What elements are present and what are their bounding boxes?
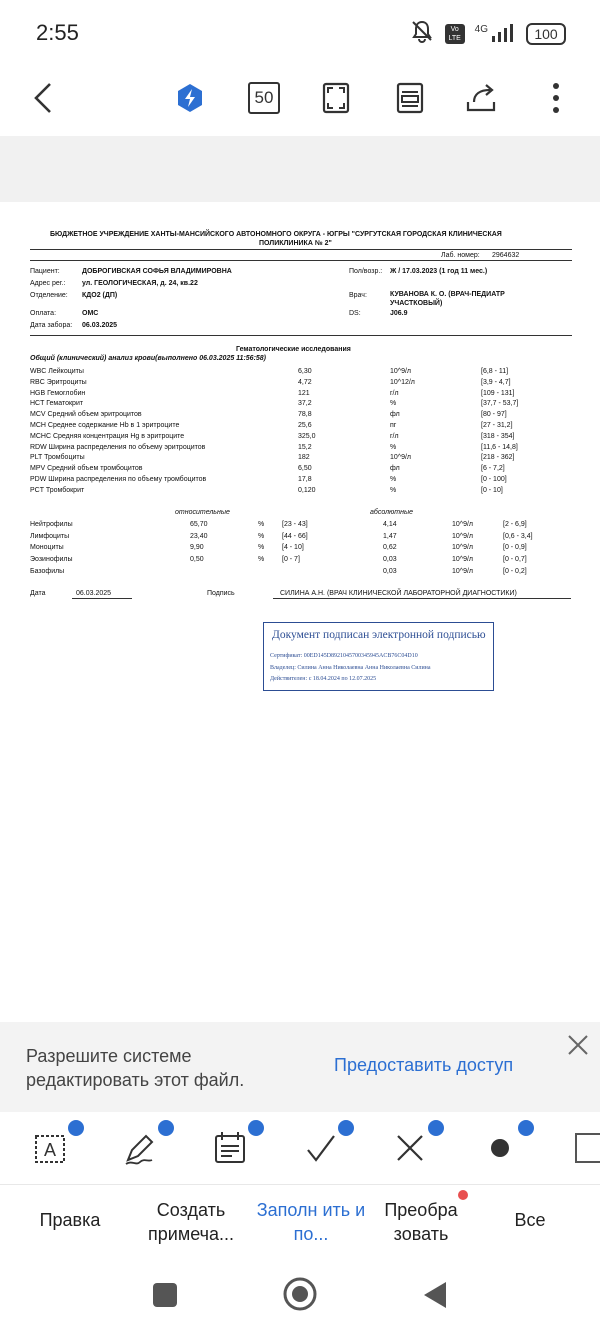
result-name: MCH Среднее содержание Hb в 1 эритроците (30, 422, 180, 429)
volte-icon: Vo LTE (445, 24, 465, 44)
signal-icon (475, 24, 516, 44)
result-name: RBC Эритроциты (30, 378, 87, 386)
dot-icon (480, 1128, 524, 1168)
address-value: ул. ГЕОЛОГИЧЕСКАЯ, д. 24, кв.22 (82, 280, 198, 287)
result-value: 4,72 (298, 378, 312, 386)
patient-value: ДОБРОГИВСКАЯ СОФЬЯ ВЛАДИМИРОВНА (82, 268, 232, 275)
network-type: 4G (474, 23, 488, 35)
notification-dot (458, 1190, 468, 1200)
wbc-relative-value: 65,70 (190, 521, 208, 528)
result-unit: 10^9/л (390, 454, 411, 462)
sex-age-value: Ж / 17.03.2023 (1 год 11 мес.) (390, 268, 488, 275)
divider (30, 260, 572, 261)
result-range: [27 - 31,2] (481, 422, 513, 429)
result-name: HCT Гематокрит (30, 400, 84, 408)
analysis-title: Общий (клинический) анализ крови(выполнено 06.03.2025 11:56:58) (30, 355, 267, 362)
dot-tool[interactable] (480, 1128, 524, 1168)
checkmark-icon (300, 1128, 344, 1168)
date-tool[interactable] (210, 1128, 254, 1168)
wbc-relative-value: 0,50 (190, 556, 204, 564)
wbc-absolute-value: 4,14 (383, 521, 397, 528)
payment-label: Оплата: (30, 310, 57, 317)
system-nav-bar (0, 1262, 600, 1332)
result-unit: % (390, 400, 397, 408)
result-range: [11,6 - 14,8] (481, 443, 518, 451)
wbc-absolute-range: [0 - 0,2] (503, 567, 527, 575)
signature-underline (273, 598, 571, 599)
wbc-percent-sign: % (258, 521, 265, 528)
wbc-relative-value: 23,40 (190, 532, 208, 540)
sign-date-value: 06.03.2025 (76, 590, 112, 597)
wbc-name: Эозинофилы (30, 556, 73, 564)
tab-edit[interactable]: Правка (39, 1210, 101, 1230)
result-range: [318 - 354] (481, 432, 515, 440)
viewer-toolbar (0, 62, 600, 132)
premium-badge-icon (158, 1120, 174, 1136)
share-icon (464, 82, 500, 114)
result-name: RDW Ширина распределения по объему эритроцитов (30, 443, 206, 451)
wbc-relative-value: 9,90 (190, 544, 204, 552)
cross-tool[interactable] (390, 1128, 434, 1168)
wbc-name: Моноциты (30, 544, 64, 552)
wbc-absolute-value: 0,03 (383, 567, 397, 575)
pen-sign-icon (120, 1128, 164, 1168)
institution-header-line2: ПОЛИКЛИНИКА № 2" (259, 240, 332, 247)
result-value: 17,8 (298, 476, 312, 483)
page-gap (0, 136, 600, 202)
wbc-absolute-unit: 10^9/л (452, 521, 473, 528)
wbc-relative-range: [4 - 10] (282, 544, 304, 552)
status-time: 2:55 (36, 20, 79, 45)
result-name: PCT Тромбокрит (30, 486, 85, 494)
signature-label: Подпись (207, 590, 235, 597)
result-range: [37,7 - 53,7] (481, 400, 519, 408)
result-name: HGB Гемоглобин (30, 389, 86, 397)
doctor-value-line2: УЧАСТКОВЫЙ) (390, 300, 443, 307)
result-value: 37,2 (298, 400, 312, 408)
recents-square-icon (152, 1282, 178, 1308)
stamp-validity: Действителен: с 18.04.2024 по 12.07.2025 (270, 676, 377, 682)
status-icons (409, 18, 566, 49)
result-range: [218 - 362] (481, 454, 515, 462)
sign-date-underline (72, 598, 132, 599)
recents-button[interactable] (152, 1282, 178, 1313)
wbc-absolute-unit: 10^9/л (452, 544, 473, 552)
text-box-tool[interactable] (30, 1128, 74, 1168)
wbc-absolute-unit: 10^9/л (452, 556, 473, 564)
home-circle-icon (283, 1277, 317, 1311)
result-range: [0 - 10] (481, 486, 503, 494)
department-value: КДО2 (ДП) (82, 292, 118, 299)
result-range: [80 - 97] (481, 411, 507, 419)
lightning-badge-icon (175, 83, 205, 113)
lab-number-value: 2964632 (492, 252, 520, 259)
wbc-percent-sign: % (258, 556, 265, 564)
close-icon (563, 1030, 593, 1060)
calendar-icon (210, 1128, 254, 1168)
result-value: 78,8 (298, 411, 312, 419)
tab-convert[interactable]: Преобра зовать (384, 1200, 458, 1244)
wbc-absolute-value: 0,03 (383, 556, 397, 564)
result-unit: г/л (390, 432, 399, 440)
department-label: Отделение: (30, 292, 68, 299)
result-range: [6 - 7,2] (481, 465, 505, 473)
result-unit: 10^12/л (390, 378, 415, 386)
result-name: MCV Средний объем эритроцитов (30, 411, 142, 419)
doctor-label: Врач: (349, 292, 367, 299)
section-title: Гематологические исследования (236, 346, 351, 353)
wbc-absolute-value: 0,62 (383, 544, 397, 552)
result-name: PLT Тромбоциты (30, 454, 85, 462)
result-unit: фл (390, 465, 400, 473)
wbc-absolute-range: [2 - 6,9] (503, 521, 527, 528)
result-value: 0,120 (298, 486, 316, 494)
wbc-relative-range: [23 - 43] (282, 521, 308, 528)
status-bar (0, 0, 600, 62)
relative-header: относительные (175, 509, 230, 516)
collection-date-value: 06.03.2025 (82, 322, 118, 329)
svg-text:A: A (43, 1140, 57, 1160)
reading-mode-button[interactable] (388, 76, 432, 120)
home-button[interactable] (283, 1277, 317, 1316)
result-value: 121 (298, 389, 310, 397)
page-count: 50 (248, 82, 280, 114)
result-range: [6,8 - 11] (481, 368, 509, 375)
mute-bell-icon (409, 18, 435, 49)
result-name: PDW Ширина распределения по объему тромбоцитов (30, 476, 207, 483)
result-range: [109 - 131] (481, 389, 515, 397)
result-unit: % (390, 443, 397, 451)
result-value: 6,50 (298, 465, 312, 473)
stamp-owner: Владелец: Силина Анна Николаевна Анна Николаевна Силина (270, 665, 431, 671)
text-box-icon (30, 1128, 74, 1168)
document-page[interactable] (0, 202, 600, 1022)
tab-fill-sign[interactable]: Заполн ить и по... (256, 1200, 366, 1244)
wbc-absolute-value: 1,47 (383, 532, 397, 540)
share-button[interactable] (460, 76, 504, 120)
tab-create-note[interactable]: Создать примеча... (148, 1200, 234, 1244)
more-vertical-icon (552, 82, 560, 114)
page-count-button[interactable] (242, 76, 286, 120)
result-unit: % (390, 486, 397, 494)
battery-icon: 100 (526, 23, 566, 45)
fullscreen-icon (322, 82, 350, 114)
result-name: WBC Лейкоциты (30, 368, 84, 375)
premium-badge-icon (518, 1120, 534, 1136)
premium-badge-icon (428, 1120, 444, 1136)
payment-value: ОМС (82, 310, 99, 317)
wbc-absolute-unit: 10^9/л (452, 567, 473, 575)
divider (0, 1184, 600, 1185)
wbc-name: Нейтрофилы (30, 521, 73, 528)
sex-age-label: Пол/возр.: (349, 268, 383, 275)
cross-mark-icon (390, 1128, 434, 1168)
result-value: 6,30 (298, 368, 312, 375)
checkmark-tool[interactable] (300, 1128, 344, 1168)
result-value: 325,0 (298, 432, 316, 440)
result-unit: 10^9/л (390, 368, 411, 375)
stamp-title: Документ подписан электронной подписью (272, 629, 486, 641)
address-label: Адрес рег.: (30, 280, 66, 287)
stamp-certificate: Сертификат: 00ED145D8921045700345945ACB76C04D10 (270, 653, 418, 659)
institution-header-line1: БЮДЖЕТНОЕ УЧРЕЖДЕНИЕ ХАНТЫ-МАНСИЙСКОГО АВТОНОМНОГО ОКРУГА - ЮГРЫ "СУРГУТСКАЯ ГОРОДСКАЯ КЛИНИЧЕСКАЯ (50, 231, 502, 238)
signature-tool[interactable] (120, 1128, 164, 1168)
ds-value: J06.9 (390, 310, 408, 317)
wbc-name: Лимфоциты (30, 532, 70, 540)
result-name: MPV Средний объем тромбоцитов (30, 465, 143, 473)
sign-date-label: Дата (30, 590, 46, 597)
result-value: 25,6 (298, 422, 312, 429)
wbc-name: Базофилы (30, 567, 65, 575)
electronic-signature-stamp (263, 622, 494, 691)
result-range: [3,9 - 4,7] (481, 378, 511, 386)
divider (30, 335, 572, 336)
result-unit: г/л (390, 389, 399, 397)
wbc-relative-range: [0 - 7] (282, 556, 300, 564)
divider (30, 249, 572, 250)
ai-assistant-button[interactable] (168, 76, 212, 120)
document-view-icon (396, 82, 424, 114)
tab-all[interactable]: Все (514, 1210, 546, 1230)
signature-value: СИЛИНА А.Н. (ВРАЧ КЛИНИЧЕСКОЙ ЛАБОРАТОРНОЙ ДИАГНОСТИКИ) (280, 590, 517, 597)
doctor-value-line1: КУВАНОВА К. О. (ВРАЧ-ПЕДИАТР (390, 291, 505, 298)
premium-badge-icon (68, 1120, 84, 1136)
square-icon (570, 1128, 600, 1168)
result-range: [0 - 100] (481, 476, 507, 483)
ds-label: DS: (349, 310, 361, 317)
wbc-absolute-range: [0 - 0,9] (503, 544, 527, 552)
back-triangle-icon (422, 1280, 448, 1310)
result-unit: фл (390, 411, 400, 419)
result-name: MCHC Средняя концентрация Hg в эритроците (30, 432, 185, 440)
back-button[interactable] (22, 76, 66, 120)
permission-text: Разрешите системе редактировать этот файл. (26, 1046, 245, 1090)
more-menu-button[interactable] (534, 76, 578, 120)
result-value: 182 (298, 454, 310, 462)
lab-number-label: Лаб. номер: (441, 252, 480, 259)
grant-access-link[interactable]: Предоставить доступ (334, 1055, 514, 1075)
wbc-percent-sign: % (258, 544, 265, 552)
more-tools-partial[interactable] (570, 1128, 600, 1168)
fullscreen-button[interactable] (314, 76, 358, 120)
result-unit: пг (390, 422, 397, 429)
wbc-relative-range: [44 - 66] (282, 532, 308, 540)
premium-badge-icon (248, 1120, 264, 1136)
chevron-left-icon (32, 80, 56, 116)
patient-label: Пациент: (30, 268, 60, 275)
premium-badge-icon (338, 1120, 354, 1136)
close-banner-button[interactable] (563, 1030, 593, 1060)
wbc-absolute-range: [0 - 0,7] (503, 556, 527, 564)
back-nav-button[interactable] (422, 1280, 448, 1315)
wbc-absolute-range: [0,6 - 3,4] (503, 532, 533, 540)
absolute-header: абсолютные (370, 509, 414, 516)
result-value: 15,2 (298, 443, 312, 451)
wbc-absolute-unit: 10^9/л (452, 532, 473, 540)
result-unit: % (390, 476, 397, 483)
wbc-percent-sign: % (258, 532, 265, 540)
collection-date-label: Дата забора: (30, 322, 73, 329)
